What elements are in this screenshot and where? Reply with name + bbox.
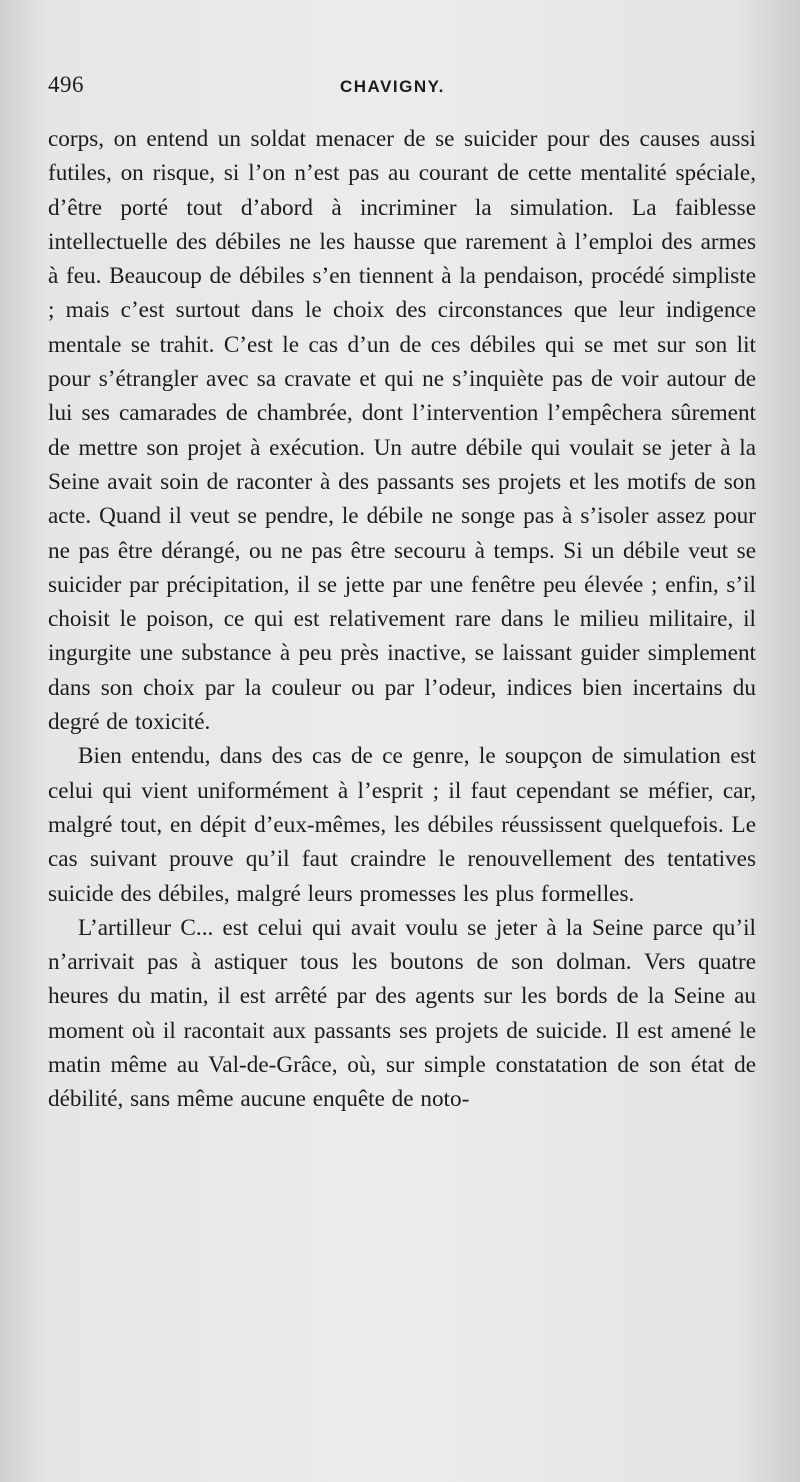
running-head: CHAVIGNY. [340, 77, 445, 96]
body-text [48, 122, 756, 1117]
page-number: 496 [48, 72, 84, 97]
paragraph-simulation: Bien entendu, dans des cas de ce genre, le soupçon de simulation est celui qui vient uniformément à l’esprit ; il faut cependant se méfier, car, malgré tout, en dépit d’eux-mêmes, les débiles réussissent quelquefois. Le cas suivant prouve qu’il faut craindre le renouvellement des tentatives suicide des débiles, malgré leurs promesses les plus formelles. [48, 743, 756, 907]
paragraph-continued: corps, on entend un soldat menacer de se suicider pour des causes aussi futiles, on risque, si l’on n’est pas au courant de cette mentalité spéciale, d’être porté tout d’abord à incriminer la simulation. La faiblesse intellectuelle des débiles ne les hausse que rarement à l’emploi des armes à feu. Beaucoup de débiles s’en tiennent à la pendaison, procédé simpliste ; mais c’est surtout dans le choix des circonstances que leur indigence mentale se trahit. C’est le cas d’un de ces débiles qui se met sur son lit pour s’étrangler avec sa cravate et qui ne s’inquiète pas de voir autour de lui ses camarades de chambrée, dont l’intervention l’empêchera sûrement de mettre son projet à exécution. Un autre débile qui voulait se jeter à la Seine avait soin de raconter à des passants ses projets et les motifs de son acte. Quand il veut se pendre, le débile ne songe pas à s’isoler assez pour ne pas être dérangé, ou ne pas être secouru à temps. Si un débile veut se suicider par précipitation, il se jette par une fenêtre peu élevée ; enfin, s’il choisit le poison, ce qui est relativement rare dans le milieu militaire, il ingurgite une substance à peu près inactive, se laissant guider simplement dans son choix par la couleur ou par l’odeur, indices bien incertains du degré de toxicité. [48, 126, 756, 736]
page-header [48, 72, 756, 108]
paragraph-case-artilleur: L’artilleur C... est celui qui avait voulu se jeter à la Seine parce qu’il n’arrivait pas à astiquer tous les boutons de son dolman. Vers quatre heures du matin, il est arrêté par des agents sur les bords de la Seine au moment où il racontait aux passants ses projets de suicide. Il est amené le matin même au Val-de-Grâce, où, sur simple constatation de son état de débilité, sans même aucune enquête de noto- [48, 914, 756, 1113]
